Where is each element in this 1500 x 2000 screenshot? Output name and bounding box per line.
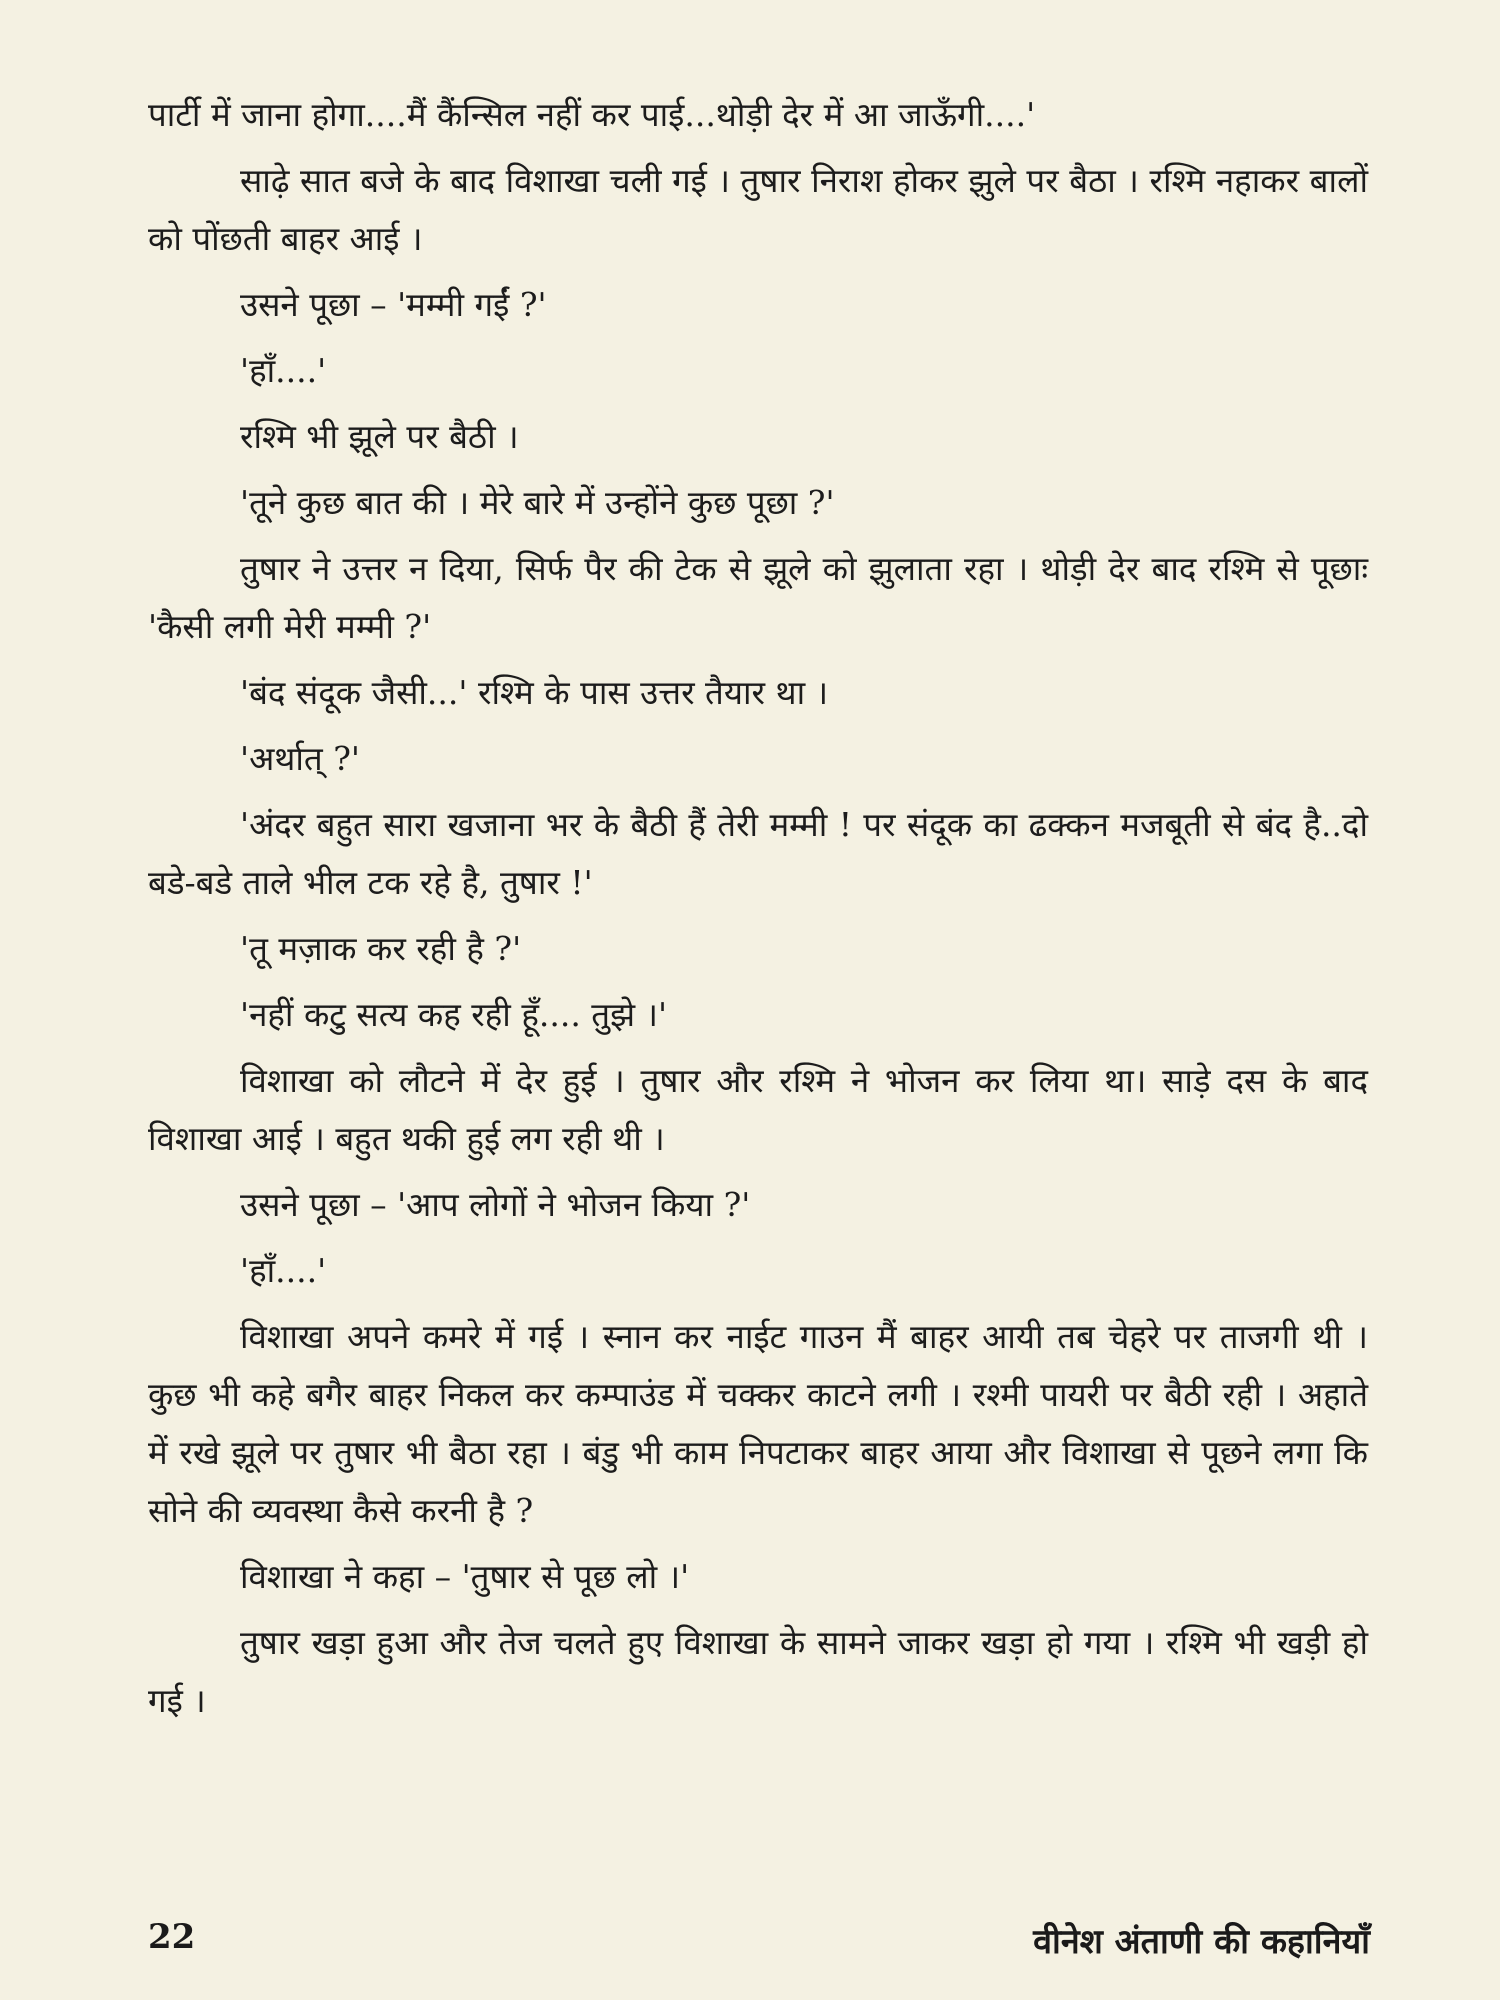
paragraph: तुषार ने उत्तर न दिया, सिर्फ पैर की टेक से झूले को झुलाता रहा । थोड़ी देर बाद रश्मि से पूछाः 'कैसी लगी मेरी मम्मी ?' — [148, 549, 1368, 646]
paragraph: 'नहीं कटु सत्य कह रही हूँ.... तुझे ।' — [240, 995, 668, 1034]
paragraph: विशाखा अपने कमरे में गई । स्नान कर नाईट गाउन मैं बाहर आयी तब चेहरे पर ताजगी थी । कुछ भी कहे बगैर बाहर निकल कर कम्पाउंड में चक्कर काटने लगी । रश्मी पायरी पर बैठी रही । अहाते में रखे झूले पर तुषार भी बैठा रहा । बंडु भी काम निपटाकर बाहर आया और विशाखा से पूछने लगा कि सोने की व्यवस्था कैसे करनी है ? — [148, 1317, 1368, 1530]
paragraph: 'तूने कुछ बात की । मेरे बारे में उन्होंने कुछ पूछा ?' — [240, 483, 835, 522]
paragraph: पार्टी में जाना होगा....मैं कैंन्सिल नहीं कर पाई...थोड़ी देर में आ जाऊँगी....' — [148, 95, 1036, 134]
paragraph: तुषार खड़ा हुआ और तेज चलते हुए विशाखा के सामने जाकर खड़ा हो गया । रश्मि भी खड़ी हो गई । — [148, 1623, 1368, 1720]
paragraph: 'बंद संदूक जैसी...' रश्मि के पास उत्तर तैयार था । — [240, 673, 829, 712]
paragraph: 'अंदर बहुत सारा खजाना भर के बैठी हैं तेरी मम्मी ! पर संदूक का ढक्कन मजबूती से बंद है..दो बडे-बडे ताले भील टक रहे है, तुषार !' — [148, 805, 1368, 902]
paragraph: रश्मि भी झूले पर बैठी । — [240, 417, 519, 456]
paragraph: विशाखा ने कहा – 'तुषार से पूछ लो ।' — [240, 1557, 690, 1596]
running-book-title: वीनेश अंताणी की कहानियाँ — [1033, 1922, 1370, 1962]
page-body-text — [148, 86, 1368, 1738]
paragraph: 'हाँ....' — [240, 1251, 327, 1290]
paragraph: 'तू मज़ाक कर रही है ?' — [240, 929, 522, 968]
paragraph: उसने पूछा – 'मम्मी गईं ?' — [240, 285, 547, 324]
paragraph: उसने पूछा – 'आप लोगों ने भोजन किया ?' — [240, 1185, 751, 1224]
paragraph: साढ़े सात बजे के बाद विशाखा चली गई । तुषार निराश होकर झुले पर बैठा । रश्मि नहाकर बालों को पोंछती बाहर आई । — [148, 161, 1368, 258]
page-footer — [148, 1917, 1370, 1977]
paragraph: 'हाँ....' — [240, 351, 327, 390]
paragraph: विशाखा को लौटने में देर हुई । तुषार और रश्मि ने भोजन कर लिया था। साड़े दस के बाद विशाखा आई । बहुत थकी हुई लग रही थी । — [148, 1061, 1368, 1158]
page-number: 22 — [148, 1917, 196, 1957]
paragraph: 'अर्थात् ?' — [240, 739, 360, 778]
